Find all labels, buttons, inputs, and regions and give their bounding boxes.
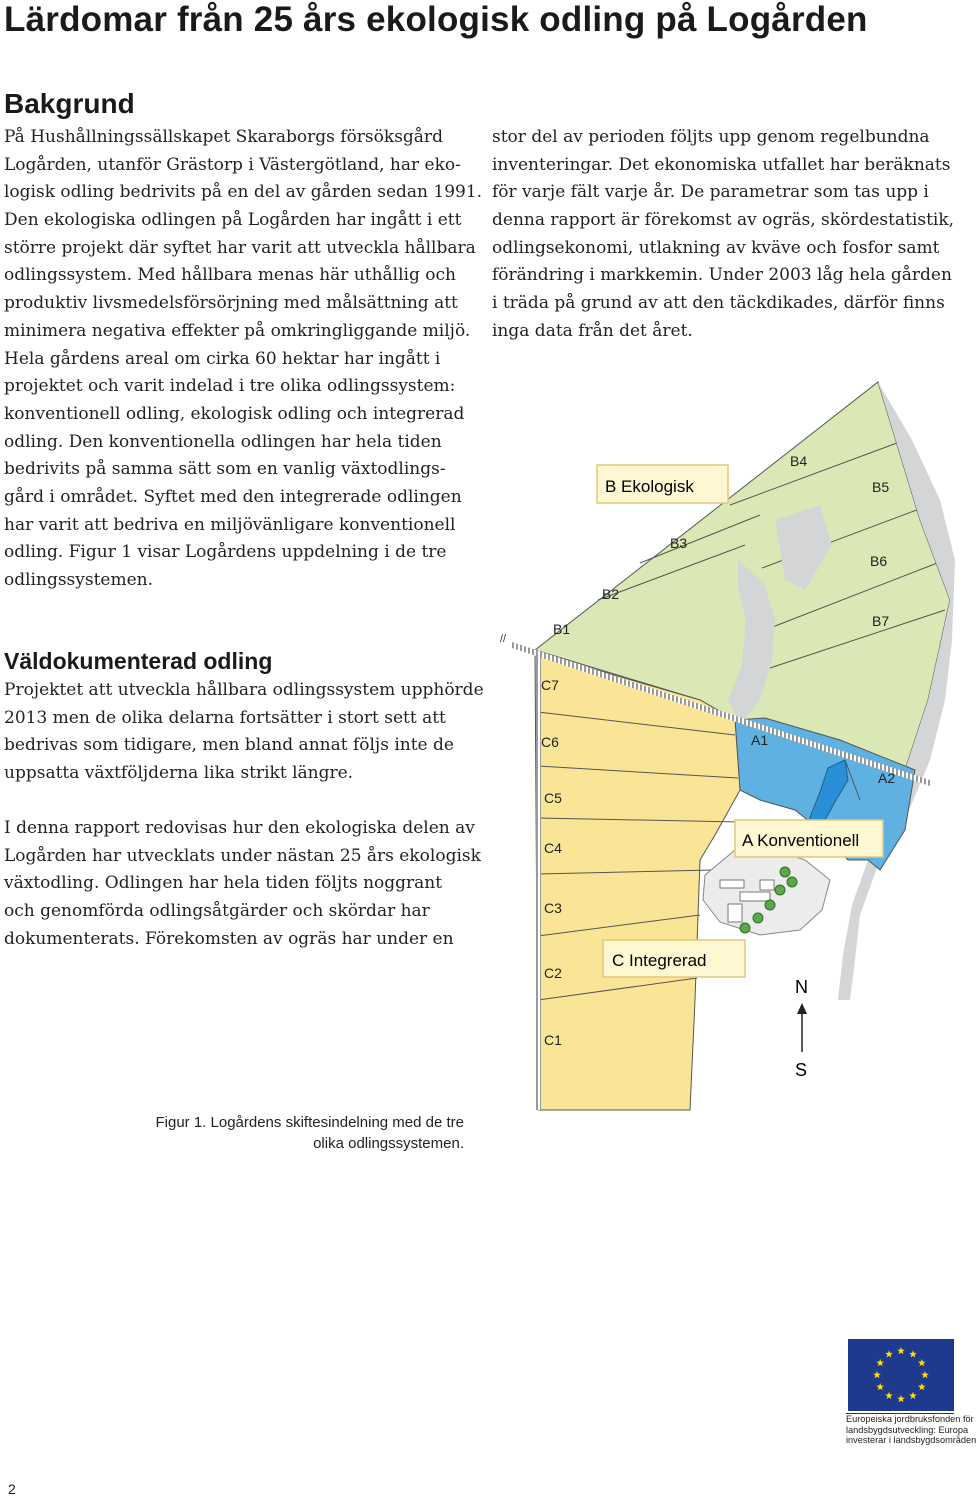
caption-line: olika odlingssystemen.	[313, 1135, 464, 1152]
text-line: minimera negativa effekter på omkringliggande miljö.	[4, 320, 471, 341]
text-line: Logården, utanför Grästorp i Västergötland, har eko-	[4, 154, 461, 175]
field-label: C4	[544, 840, 562, 856]
field-label: C1	[544, 1032, 562, 1048]
eu-text-line: landsbygdsutveckling: Europa	[846, 1424, 969, 1435]
text-line: projektet och varit indelad i tre olika odlingssystem:	[4, 376, 456, 397]
label-konventionell: A Konventionell	[742, 831, 860, 850]
text-line: Projektet att utveckla hållbara odlingssystem upphörde	[4, 680, 484, 700]
field-label: B4	[790, 453, 808, 469]
field-label: B5	[872, 479, 890, 495]
field-label: B3	[670, 535, 688, 551]
hatched-border	[536, 652, 541, 1110]
field-label: C5	[544, 790, 562, 806]
text-line: konventionell odling, ekologisk odling och integrerad	[4, 403, 465, 424]
field-label: A1	[751, 732, 769, 748]
text-line: för varje fält varje år. De parametrar som tas upp i	[492, 182, 929, 203]
field-label: C6	[541, 734, 559, 750]
text-line: stor del av perioden följts upp genom regelbundna	[492, 127, 930, 147]
eu-logo-text	[846, 1414, 976, 1446]
text-line: och genomförda odlingsåtgärder och skördar har	[4, 901, 430, 922]
eu-flag-logo	[848, 1339, 954, 1411]
section-heading-valdokumenterad: Väldokumenterad odling	[4, 648, 273, 674]
label-ekologisk: B Ekologisk	[605, 477, 694, 496]
section-heading-bakgrund: Bakgrund	[4, 88, 135, 119]
compass-south-label: S	[795, 1060, 808, 1080]
text-line: dokumenterats. Förekomsten av ogräs har under en	[4, 928, 454, 949]
text-line: odling. Den konventionella odlingen har hela tiden	[4, 431, 442, 452]
text-line: 2013 men de olika delarna fortsätter i stort sett att	[4, 707, 446, 728]
text-line: odlingsekonomi, utlakning av kväve och fosfor samt	[492, 237, 940, 258]
field-label: B1	[553, 621, 571, 637]
field-label: C3	[544, 900, 562, 916]
text-line: bedrivas som tidigare, men bland annat följs inte de	[4, 735, 454, 756]
eu-divider	[846, 1413, 954, 1414]
field-label: B7	[872, 613, 890, 629]
label-integrerad: C Integrerad	[612, 951, 707, 970]
text-line: bedrivits på samma sätt som en vanlig växtodlings-	[4, 459, 446, 480]
field-label: C2	[544, 965, 562, 981]
field-label: A2	[878, 770, 896, 786]
text-line: odlingssystemen.	[4, 570, 154, 590]
text-line: gård i området. Syftet med den integrerade odlingen	[4, 486, 462, 507]
caption-line: Figur 1. Logårdens skiftesindelning med de tre	[155, 1114, 464, 1131]
text-line: produktiv livsmedelsförsörjning med målsättning att	[4, 293, 458, 314]
text-line: större projekt där syftet har varit att utveckla hållbara	[4, 237, 476, 258]
text-line: Den ekologiska odlingen på Logården har ingått i ett	[4, 210, 462, 231]
compass	[795, 977, 808, 1080]
hatch-mark: //	[500, 633, 507, 645]
page-number: 2	[8, 1481, 16, 1497]
compass-north-label: N	[795, 977, 808, 997]
figure-caption	[80, 1112, 464, 1154]
field-label: C7	[541, 677, 559, 693]
eu-text-line: Europeiska jordbruksfonden för	[846, 1414, 974, 1424]
text-line: Logården har utvecklats under nästan 25 års ekologisk	[4, 845, 481, 866]
page-title: Lärdomar från 25 års ekologisk odling på Logården	[4, 0, 868, 39]
farmyard	[703, 848, 830, 935]
text-line: odling. Figur 1 visar Logårdens uppdelning i de tre	[4, 542, 447, 563]
text-line: i träda på grund av att den täckdikades, därför finns	[492, 293, 945, 314]
text-line: På Hushållningssällskapet Skaraborgs försöksgård	[4, 127, 443, 147]
text-line: Hela gårdens areal om cirka 60 hektar har ingått i	[4, 348, 441, 369]
text-line: inventeringar. Det ekonomiska utfallet har beräknats	[492, 154, 951, 175]
text-line: logisk odling bedrivits på en del av gården sedan 1991.	[4, 182, 483, 203]
field-label: B6	[870, 553, 888, 569]
text-line: förändring i markkemin. Under 2003 låg hela gården	[492, 265, 952, 286]
text-line: uppsatta växtföljderna lika strikt längre.	[4, 763, 354, 784]
field-label: B2	[602, 586, 620, 602]
text-line: denna rapport är förekomst av ogräs, skördestatistik,	[492, 210, 955, 231]
text-line: inga data från det året.	[492, 320, 693, 341]
text-line: I denna rapport redovisas hur den ekologiska delen av	[4, 818, 475, 838]
text-line: odlingssystem. Med hållbara menas här uthållig och	[4, 265, 456, 286]
text-line: har varit att bedriva en miljövänligare konventionell	[4, 514, 456, 535]
text-line: växtodling. Odlingen har hela tiden följts noggrant	[4, 873, 443, 894]
eu-text-line: investerar i landsbygdsområden	[846, 1435, 976, 1445]
